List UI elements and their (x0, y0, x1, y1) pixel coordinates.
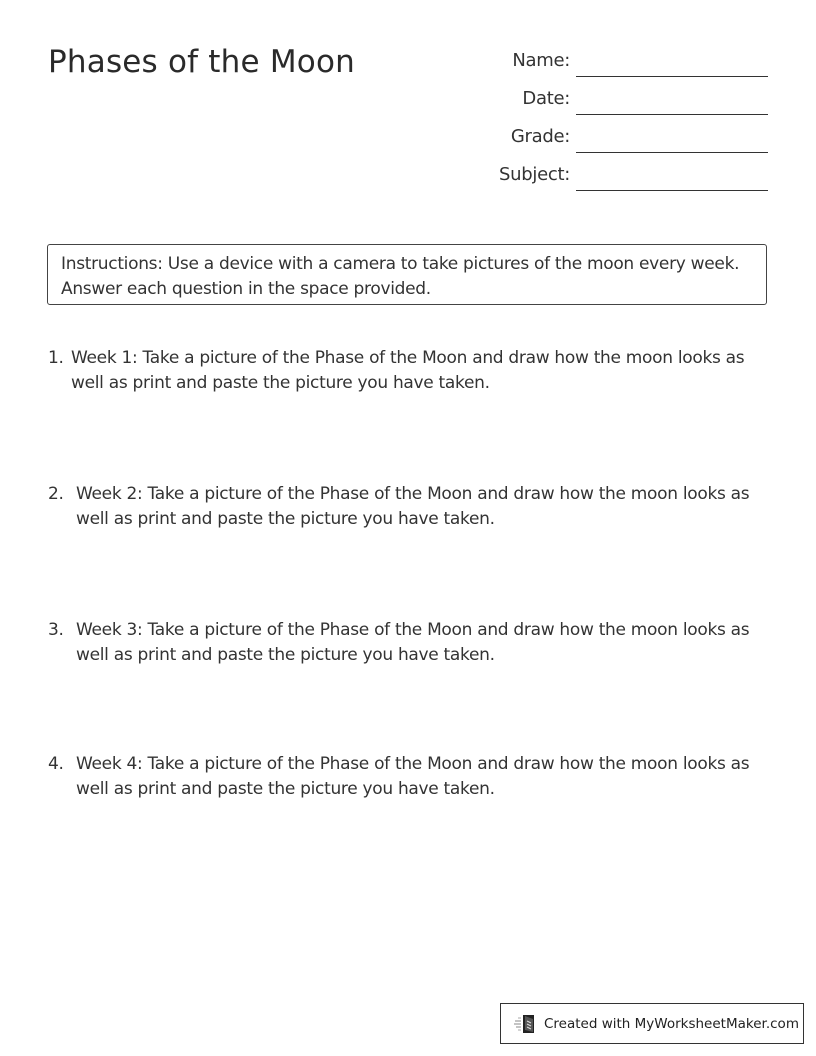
page-title: Phases of the Moon (48, 44, 355, 80)
question-number: 1. (48, 348, 64, 368)
instructions-box: Instructions: Use a device with a camera to take pictures of the moon every week. Answer each question in the space provided. (47, 244, 767, 305)
subject-field[interactable] (490, 162, 770, 200)
student-info-fields (490, 48, 770, 200)
question-item (48, 482, 768, 532)
name-line[interactable] (576, 76, 768, 77)
date-line[interactable] (576, 114, 768, 115)
question-item (48, 752, 768, 802)
question-text: Week 4: Take a picture of the Phase of the Moon and draw how the moon looks as well as print and paste the picture you have taken. (76, 754, 750, 799)
question-number: 4. (48, 754, 64, 774)
subject-label: Subject: (499, 164, 570, 185)
question-text: Week 3: Take a picture of the Phase of the Moon and draw how the moon looks as well as print and paste the picture you have taken. (76, 620, 750, 665)
name-label: Name: (512, 50, 570, 71)
footer-text: Created with MyWorksheetMaker.com (544, 1015, 799, 1032)
question-item (48, 346, 768, 396)
grade-line[interactable] (576, 152, 768, 153)
grade-field[interactable] (490, 124, 770, 162)
grade-label: Grade: (510, 126, 570, 147)
date-field[interactable] (490, 86, 770, 124)
name-field[interactable] (490, 48, 770, 86)
question-number: 3. (48, 620, 64, 640)
question-text: Week 2: Take a picture of the Phase of the Moon and draw how the moon looks as well as print and paste the picture you have taken. (76, 484, 750, 529)
worksheet-logo-icon (514, 1013, 538, 1035)
question-number: 2. (48, 484, 64, 504)
subject-line[interactable] (576, 190, 768, 191)
date-label: Date: (522, 88, 570, 109)
footer-badge[interactable] (500, 1003, 804, 1044)
question-item (48, 618, 768, 668)
question-text: Week 1: Take a picture of the Phase of the Moon and draw how the moon looks as well as print and paste the picture you have taken. (71, 348, 745, 393)
